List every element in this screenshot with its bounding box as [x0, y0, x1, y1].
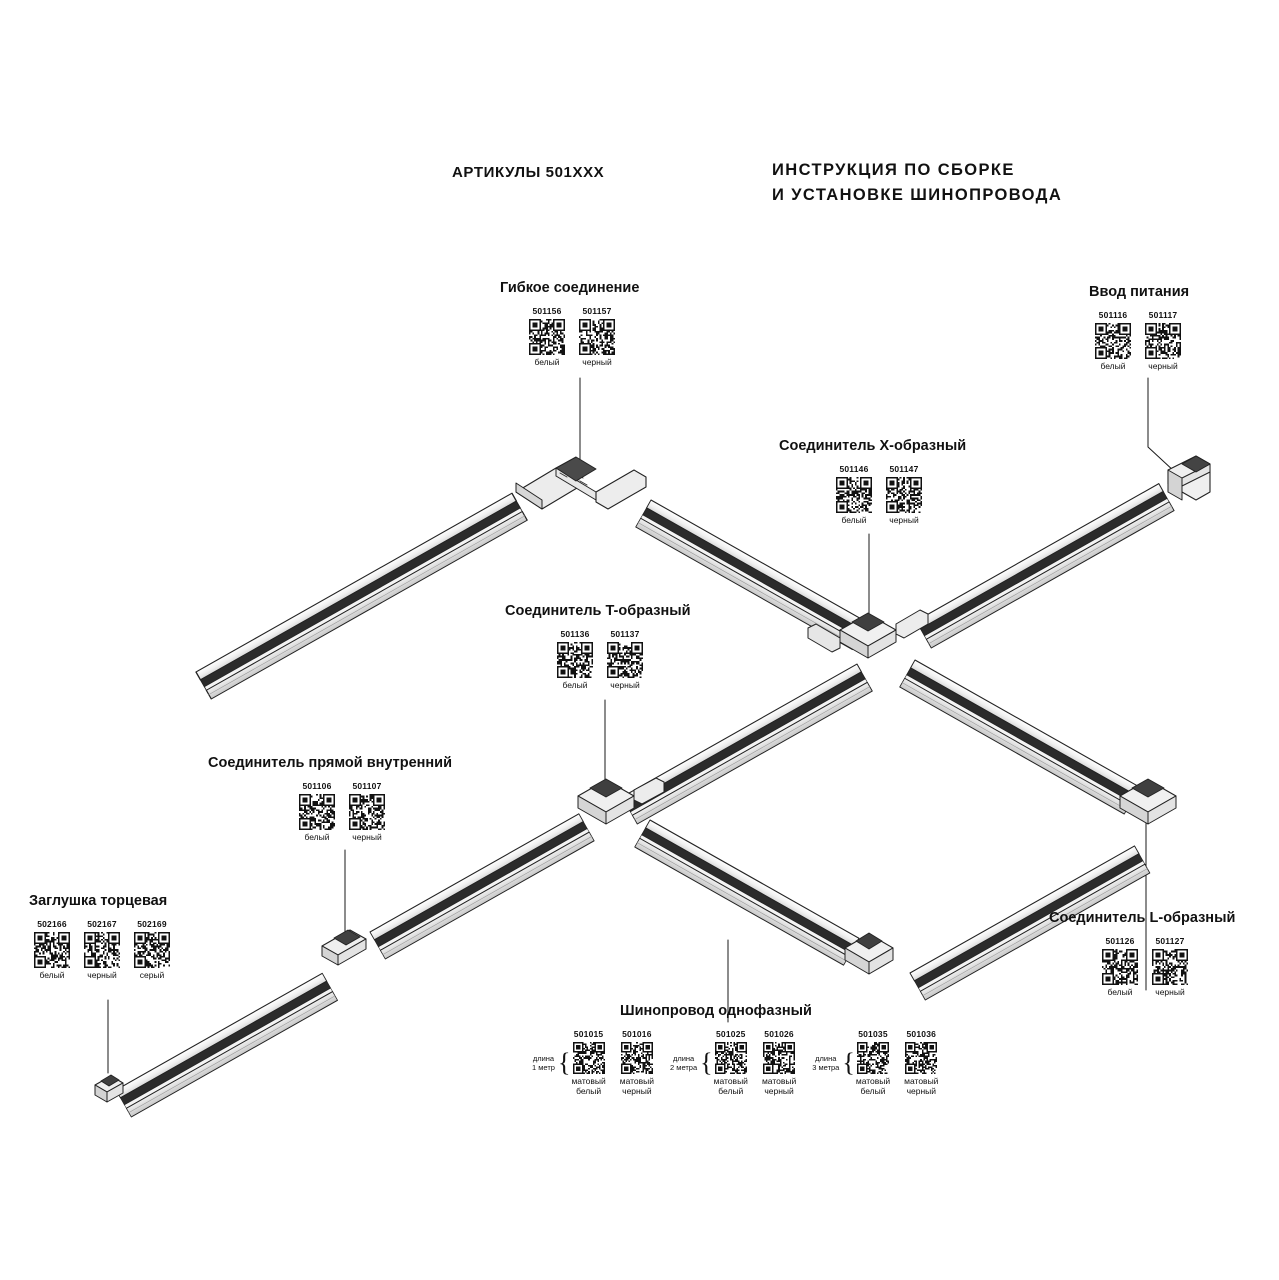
qr-row-track-group	[571, 1029, 654, 1097]
qr-item	[1095, 310, 1131, 372]
qr-color-label: матовый белый	[713, 1076, 748, 1096]
track-rail-bottom-left	[116, 970, 338, 1117]
qr-article-code: 501136	[560, 629, 590, 639]
qr-code-image	[579, 319, 615, 355]
qr-color-label: белый	[39, 970, 65, 980]
qr-code-image	[84, 932, 120, 968]
qr-item	[886, 464, 922, 526]
qr-row-flex-connection	[529, 306, 639, 368]
qr-item	[836, 464, 872, 526]
qr-color-label: черный	[352, 832, 382, 842]
qr-item	[349, 781, 385, 843]
qr-article-code: 501126	[1105, 936, 1135, 946]
qr-item	[529, 306, 565, 368]
part-label-single-phase-track: Шинопровод однофазный	[620, 1003, 812, 1019]
qr-code-image	[1145, 323, 1181, 359]
part-power-input	[1089, 284, 1189, 372]
qr-item	[34, 919, 70, 981]
qr-item	[607, 629, 643, 691]
qr-item	[856, 1029, 890, 1097]
qr-code-image	[529, 319, 565, 355]
qr-color-label: черный	[1148, 361, 1178, 371]
track-length-group	[532, 1029, 654, 1097]
part-l-connector	[1049, 910, 1235, 998]
qr-article-code: 501025	[716, 1029, 746, 1039]
qr-color-label: серый	[139, 970, 165, 980]
qr-code-image	[905, 1042, 937, 1074]
end-cap-part	[95, 1075, 123, 1102]
qr-code-image	[1152, 949, 1188, 985]
qr-color-label: белый	[1100, 361, 1126, 371]
qr-code-image	[836, 477, 872, 513]
track-rail-middle-right	[900, 660, 1140, 814]
part-label-flex-connection: Гибкое соединение	[500, 280, 640, 296]
part-label-t-connector: Соединитель T-образный	[505, 603, 691, 619]
qr-code-image	[1095, 323, 1131, 359]
qr-color-label: белый	[304, 832, 330, 842]
part-label-l-connector: Соединитель L-образный	[1049, 910, 1236, 926]
track-length-group	[812, 1029, 938, 1097]
qr-article-code: 502167	[87, 919, 117, 929]
qr-code-image	[1102, 949, 1138, 985]
part-label-x-connector: Соединитель X-образный	[779, 438, 967, 454]
qr-code-image	[715, 1042, 747, 1074]
qr-article-code: 501106	[302, 781, 332, 791]
straight-inner-connector-part	[322, 930, 366, 965]
qr-row-power-input	[1095, 310, 1189, 372]
qr-item	[84, 919, 120, 981]
qr-code-image	[134, 932, 170, 968]
flex-connector-part	[516, 457, 646, 509]
track-rail-upper-left	[196, 493, 527, 699]
part-label-power-input: Ввод питания	[1089, 284, 1190, 300]
qr-article-code: 501016	[622, 1029, 652, 1039]
qr-row-end-cap	[34, 919, 170, 981]
qr-code-image	[621, 1042, 653, 1074]
qr-code-image	[857, 1042, 889, 1074]
track-length-group	[670, 1029, 796, 1097]
page-title-line2: И УСТАНОВКЕ ШИНОПРОВОДА	[772, 185, 1063, 204]
qr-code-image	[557, 642, 593, 678]
brace-glyph: {	[700, 1047, 713, 1077]
qr-color-label: белый	[841, 515, 867, 525]
track-length-label: длина 3 метра	[812, 1053, 840, 1072]
qr-item	[1152, 936, 1188, 998]
brace-glyph: {	[557, 1047, 571, 1077]
brace-glyph: {	[842, 1047, 855, 1077]
qr-article-code: 501117	[1148, 310, 1178, 320]
qr-item	[557, 629, 593, 691]
qr-article-code: 501146	[839, 464, 869, 474]
qr-article-code: 501035	[858, 1029, 888, 1039]
qr-item	[714, 1029, 748, 1097]
qr-article-code: 501147	[889, 464, 919, 474]
qr-item	[571, 1029, 605, 1097]
qr-color-label: белый	[1107, 987, 1133, 997]
qr-code-image	[349, 794, 385, 830]
qr-color-label: белый	[534, 357, 560, 367]
qr-article-code: 501026	[764, 1029, 794, 1039]
qr-item	[1102, 936, 1138, 998]
qr-item	[762, 1029, 796, 1097]
qr-item	[299, 781, 335, 843]
part-t-connector	[505, 603, 691, 691]
qr-color-label: матовый черный	[619, 1076, 655, 1096]
part-straight-inner-connector	[208, 755, 452, 843]
qr-row-track-group	[856, 1029, 939, 1097]
qr-row-x-connector	[836, 464, 966, 526]
qr-color-label: матовый черный	[761, 1076, 797, 1096]
qr-article-code: 501116	[1098, 310, 1128, 320]
qr-color-label: матовый белый	[571, 1076, 606, 1096]
qr-item	[579, 306, 615, 368]
qr-article-code: 501156	[532, 306, 562, 316]
qr-article-code: 501137	[610, 629, 640, 639]
qr-article-code: 501127	[1155, 936, 1185, 946]
qr-item	[904, 1029, 938, 1097]
part-end-cap	[29, 893, 170, 981]
page-title-line1: ИНСТРУКЦИЯ ПО СБОРКЕ	[772, 161, 1015, 179]
power-input-part	[1168, 456, 1210, 500]
qr-color-label: матовый белый	[855, 1076, 891, 1096]
qr-color-label: матовый черный	[904, 1076, 939, 1096]
part-label-end-cap: Заглушка торцевая	[29, 893, 168, 909]
qr-color-label: черный	[87, 970, 117, 980]
qr-row-straight-inner-connector	[299, 781, 452, 843]
page-title	[772, 158, 1062, 208]
qr-item	[620, 1029, 654, 1097]
track-length-label: длина 1 метр	[532, 1053, 555, 1072]
qr-color-label: черный	[889, 515, 919, 525]
qr-row-single-phase-track	[532, 1029, 954, 1097]
part-flex-connection	[500, 280, 639, 368]
qr-item	[1145, 310, 1181, 372]
articles-title: АРТИКУЛЫ 501XXX	[452, 164, 605, 181]
track-rail-lower-middle	[635, 820, 859, 965]
qr-color-label: белый	[562, 680, 588, 690]
qr-article-code: 502169	[137, 919, 167, 929]
qr-color-label: черный	[610, 680, 640, 690]
qr-code-image	[573, 1042, 605, 1074]
qr-color-label: черный	[582, 357, 612, 367]
qr-row-l-connector	[1102, 936, 1235, 998]
qr-code-image	[34, 932, 70, 968]
qr-article-code: 501107	[352, 781, 382, 791]
qr-article-code: 501157	[582, 306, 612, 316]
qr-code-image	[763, 1042, 795, 1074]
qr-item	[134, 919, 170, 981]
part-x-connector	[779, 438, 966, 526]
qr-code-image	[607, 642, 643, 678]
qr-row-track-group	[714, 1029, 797, 1097]
track-length-label: длина 2 метра	[670, 1053, 698, 1072]
qr-code-image	[299, 794, 335, 830]
qr-code-image	[886, 477, 922, 513]
part-single-phase-track	[532, 1003, 954, 1097]
qr-color-label: черный	[1155, 987, 1185, 997]
qr-article-code: 501015	[573, 1029, 604, 1039]
qr-article-code: 501036	[906, 1029, 937, 1039]
qr-article-code: 502166	[37, 919, 67, 929]
qr-row-t-connector	[557, 629, 691, 691]
part-label-straight-inner-connector: Соединитель прямой внутренний	[208, 755, 453, 771]
